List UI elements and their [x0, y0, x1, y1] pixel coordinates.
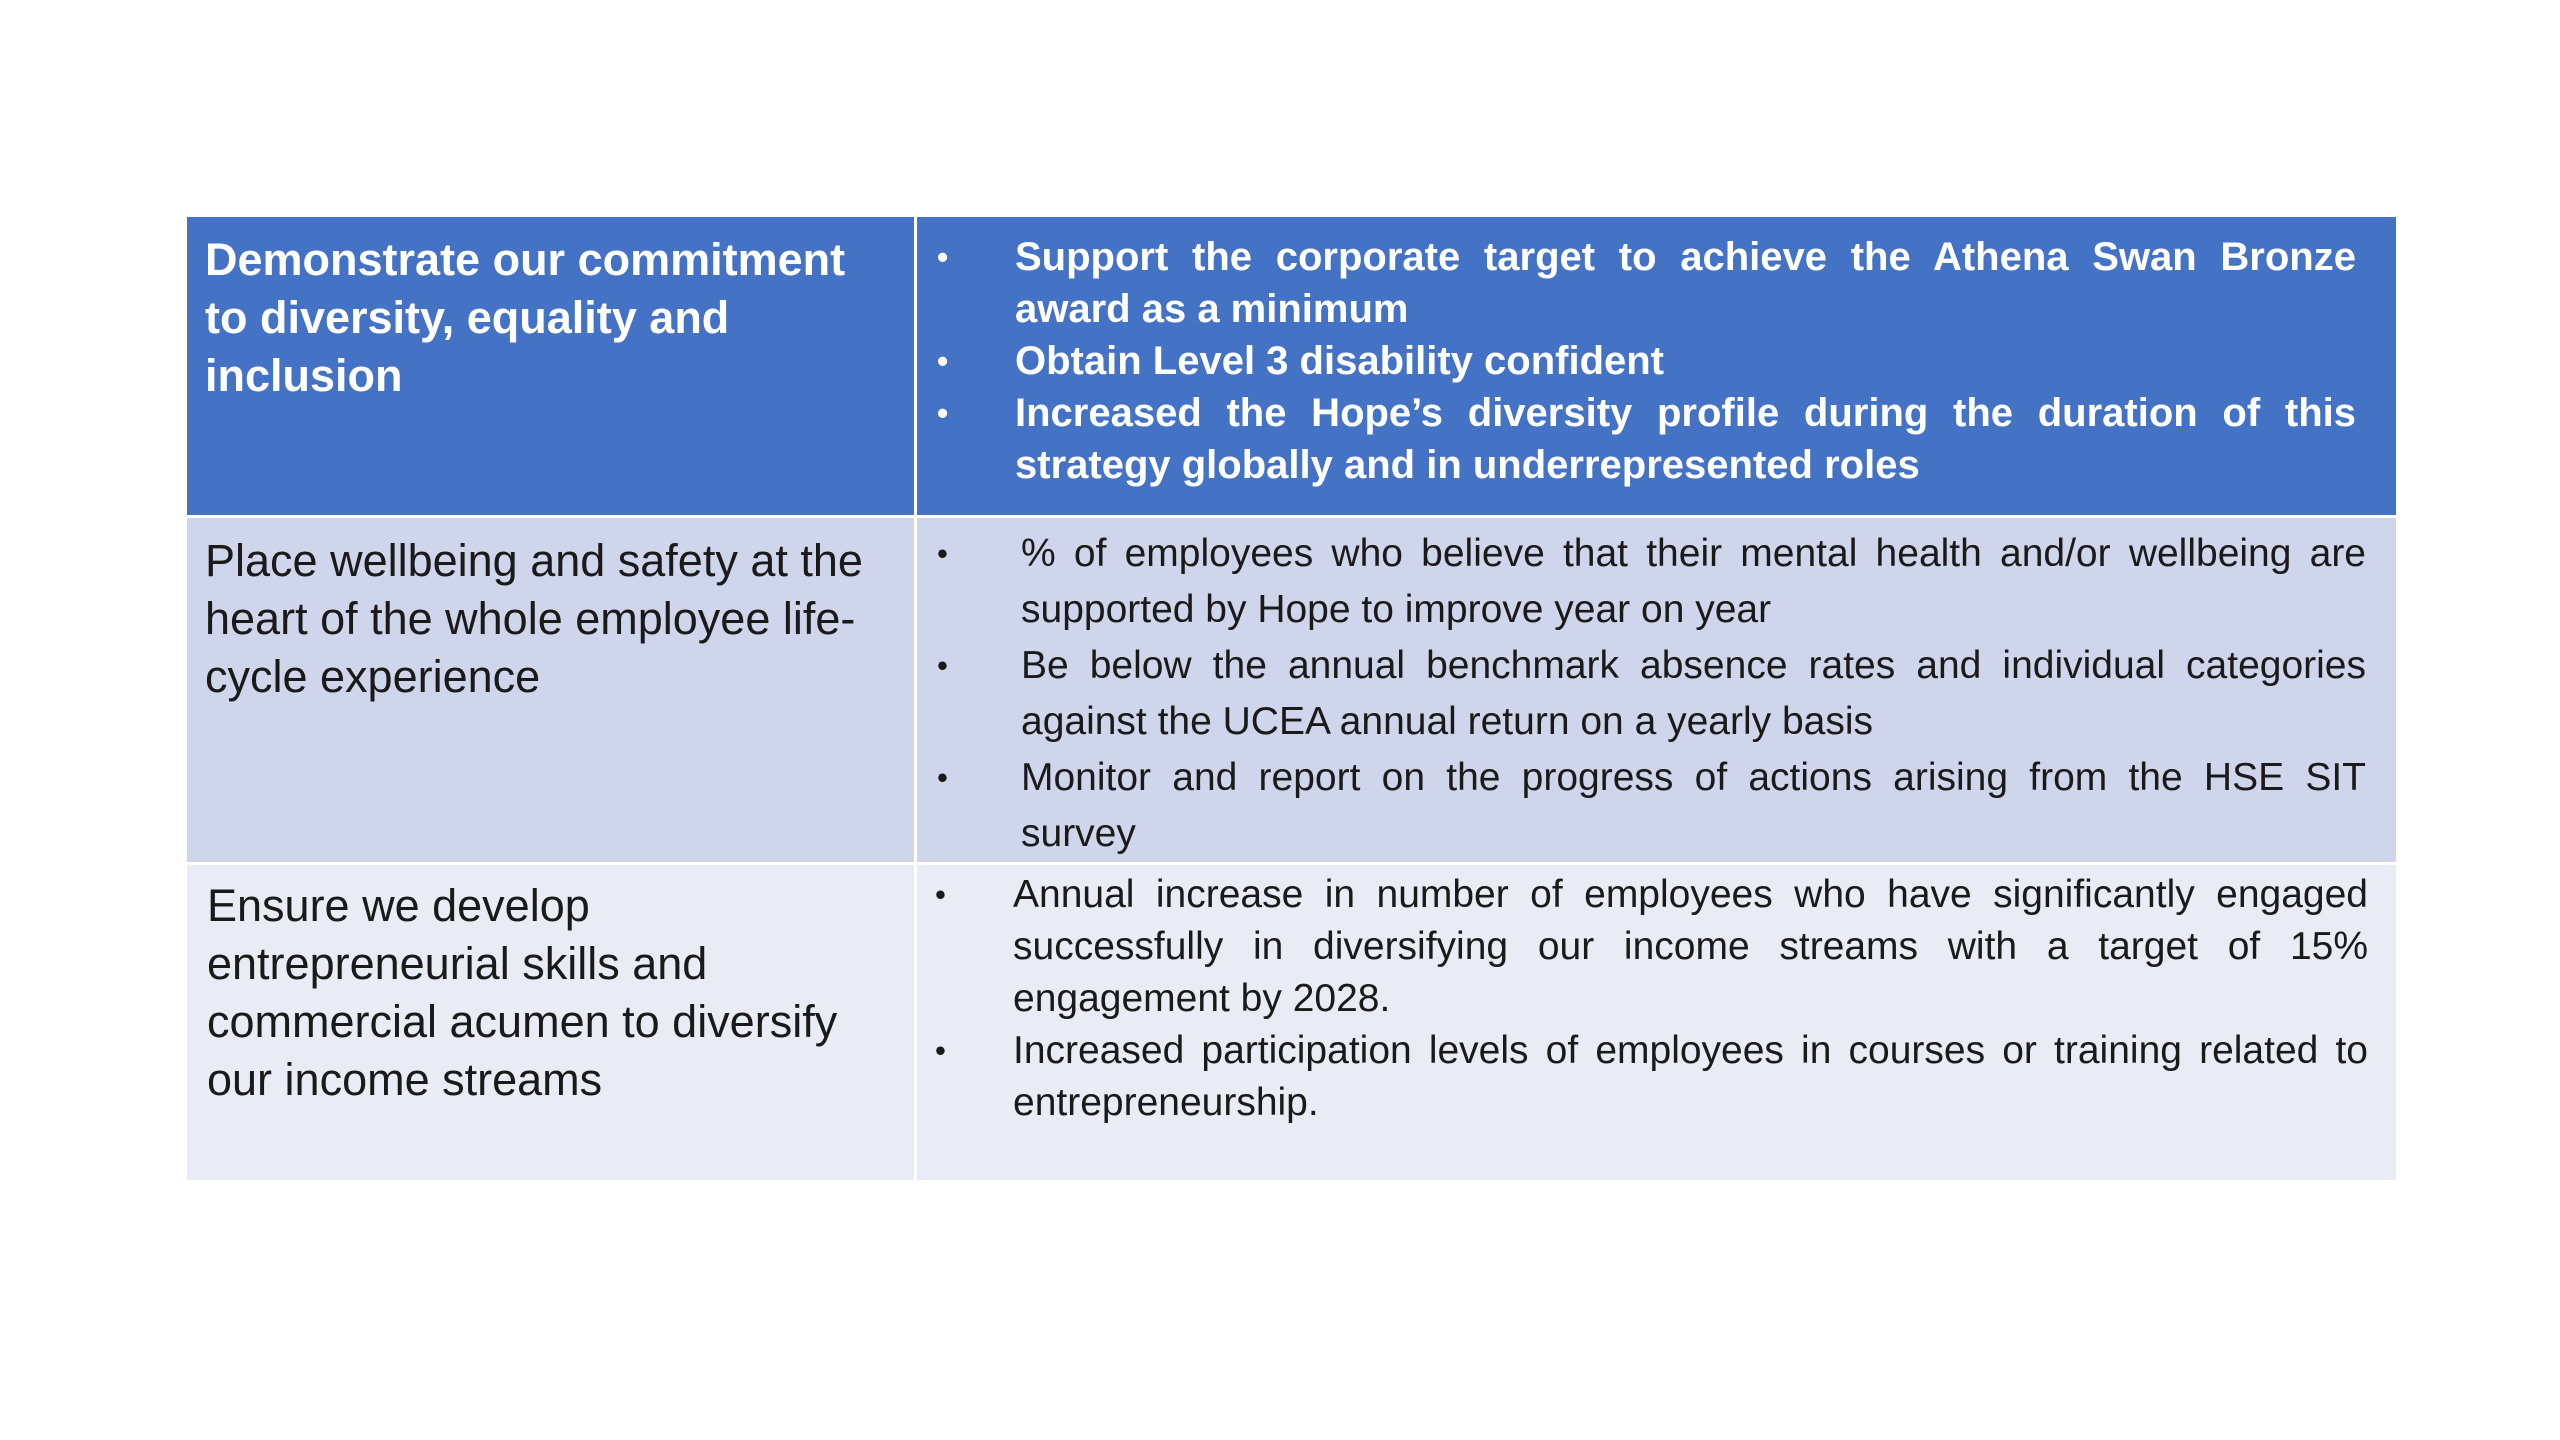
bullet-icon: • — [935, 877, 946, 912]
list-item — [937, 231, 2356, 335]
list-item — [937, 526, 2366, 638]
measure-text: Support the corporate target to achieve the Athena Swan Bronze award as a minimum — [1015, 235, 2356, 331]
list-item — [935, 869, 2368, 1025]
goal-cell-wellbeing — [186, 517, 916, 864]
bullet-icon: • — [937, 760, 948, 795]
bullet-icon: • — [935, 1033, 946, 1068]
measures-list — [937, 231, 2356, 491]
measure-text: Annual increase in number of employees who have significantly engaged successfully in diversifying our income streams with a target of 15% engagement by 2028. — [1013, 873, 2368, 1020]
strategy-table — [184, 214, 2399, 1183]
measure-text: Increased the Hope’s diversity profile during the duration of this strategy globally and in underrepresented roles — [1015, 391, 2356, 487]
bullet-icon: • — [937, 395, 949, 431]
list-item — [937, 638, 2366, 750]
table-row-enterprise — [186, 864, 2398, 1182]
goal-text: Place wellbeing and safety at the heart of the whole employee life-cycle experience — [205, 535, 863, 702]
goal-cell-enterprise — [186, 864, 916, 1182]
goal-text: Demonstrate our commitment to diversity, equality and inclusion — [205, 234, 846, 401]
list-item — [935, 1025, 2368, 1129]
bullet-icon: • — [937, 343, 949, 379]
measure-text: Be below the annual benchmark absence rates and individual categories against the UCEA annual return on a yearly basis — [1021, 644, 2366, 743]
bullet-icon: • — [937, 536, 948, 571]
bullet-icon: • — [937, 648, 948, 683]
measure-text: Obtain Level 3 disability confident — [1015, 339, 1665, 383]
measure-text: Increased participation levels of employees in courses or training related to entrepreneurship. — [1013, 1029, 2368, 1124]
measures-list — [937, 526, 2366, 862]
measures-cell-diversity — [916, 216, 2398, 517]
measures-cell-wellbeing — [916, 517, 2398, 864]
goal-cell-diversity — [186, 216, 916, 517]
list-item — [937, 335, 2356, 387]
measure-text: % of employees who believe that their mental health and/or wellbeing are supported by Hope to improve year on year — [1021, 532, 2366, 631]
table-row-diversity — [186, 216, 2398, 517]
goal-text: Ensure we develop entrepreneurial skills and commercial acumen to diversify our income streams — [207, 880, 838, 1105]
table-row-wellbeing — [186, 517, 2398, 864]
measures-cell-enterprise — [916, 864, 2398, 1182]
measures-list — [935, 869, 2368, 1129]
list-item — [937, 387, 2356, 491]
measure-text: Monitor and report on the progress of actions arising from the HSE SIT survey — [1021, 756, 2366, 855]
list-item — [937, 750, 2366, 862]
bullet-icon: • — [937, 239, 949, 275]
